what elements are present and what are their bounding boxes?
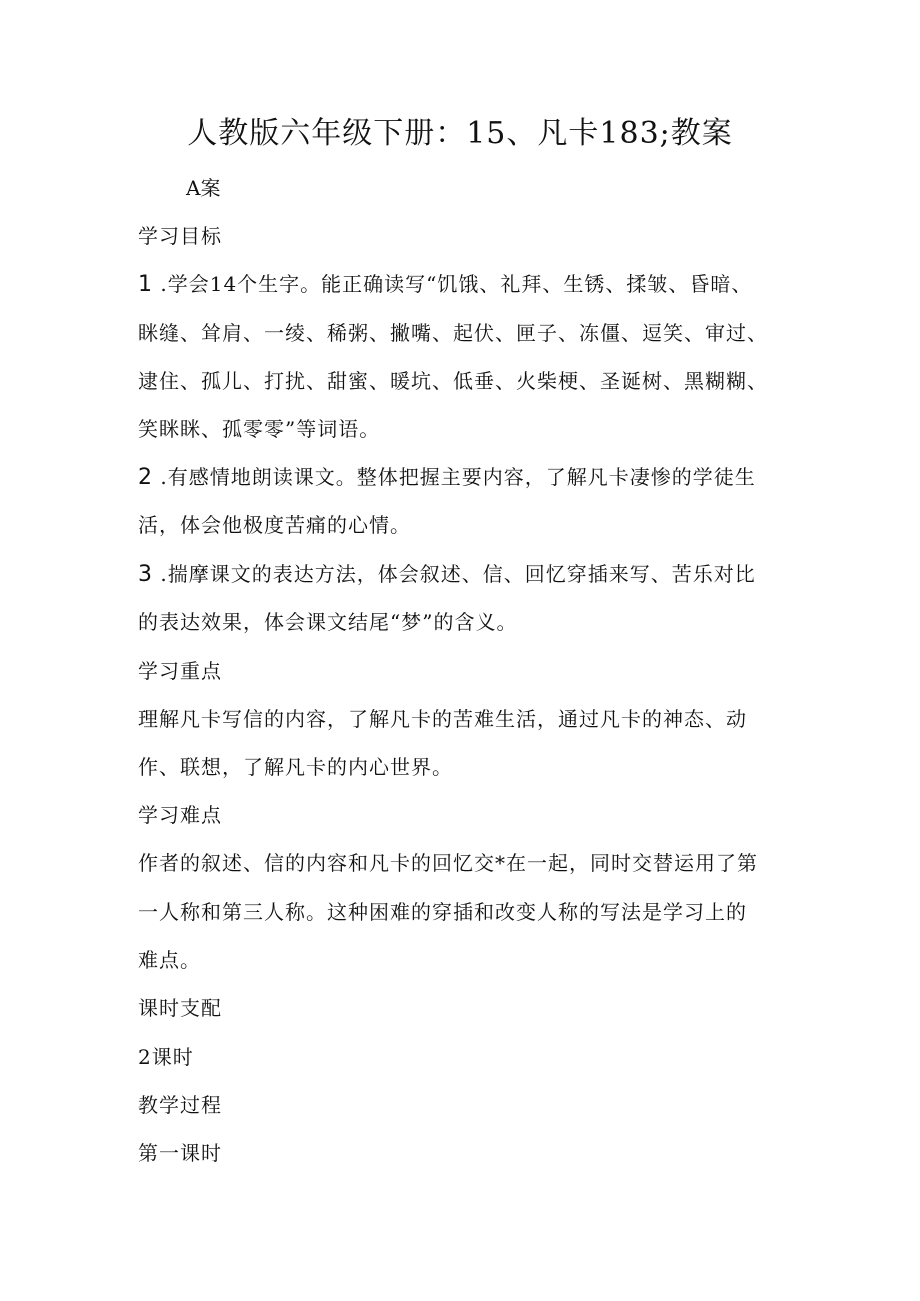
- objective-1-number: 1: [138, 272, 153, 297]
- objective-2-line-1: [138, 463, 798, 492]
- objective-2-text: .有感情地朗读课文。整体把握主要内容，了解凡卡凄惨的学徒生: [153, 465, 756, 489]
- first-lesson-heading: 第一课时: [138, 1141, 222, 1165]
- focus-heading: 学习重点: [138, 659, 222, 683]
- objective-2-line-2: 活，体会他极度苦痛的心情。: [138, 513, 411, 537]
- difficulty-heading: 学习难点: [138, 803, 222, 827]
- process-heading: 教学过程: [138, 1093, 222, 1117]
- objective-1-line-1: [138, 270, 798, 299]
- difficulty-line-1: 作者的叙述、信的内容和凡卡的回忆交*在一起，同时交替运用了第: [138, 851, 758, 875]
- objective-3-text: .揣摩课文的表达方法，体会叙述、信、回忆穿插来写、苦乐对比: [153, 562, 756, 586]
- document-subtitle: A案: [186, 176, 221, 200]
- objectives-heading: 学习目标: [138, 224, 222, 248]
- objective-1-line-3: 逮住、孤儿、打扰、甜蜜、暖坑、低垂、火柴梗、圣诞树、黑糊糊、: [138, 369, 768, 393]
- schedule-heading: 课时支配: [138, 996, 222, 1020]
- document-title: 人教版六年级下册：15、凡卡183;教案: [187, 116, 733, 151]
- objective-1-line-2: 眯缝、耸肩、一绫、稀粥、撇嘴、起伏、匣子、冻僵、逗笑、审过、: [138, 321, 768, 345]
- focus-line-2: 作、联想，了解凡卡的内心世界。: [138, 755, 453, 779]
- objective-3-line-1: [138, 560, 798, 589]
- objective-3-number: 3: [138, 562, 153, 587]
- difficulty-line-2: 一人称和第三人称。这种困难的穿插和改变人称的写法是学习上的: [138, 900, 747, 924]
- objective-1-line-4: 笑眯眯、孤零零”等词语。: [138, 417, 381, 441]
- objective-2-number: 2: [138, 465, 153, 490]
- objective-3-line-2: 的表达效果，体会课文结尾“梦”的含义。: [138, 610, 518, 634]
- objective-1-text: .学会14个生字。能正确读写“饥饿、礼拜、生锈、揉皱、昏暗、: [153, 272, 753, 296]
- focus-line-1: 理解凡卡写信的内容，了解凡卡的苦难生活，通过凡卡的神态、动: [138, 707, 747, 731]
- difficulty-line-3: 难点。: [138, 948, 201, 972]
- schedule-value: 2课时: [138, 1045, 194, 1069]
